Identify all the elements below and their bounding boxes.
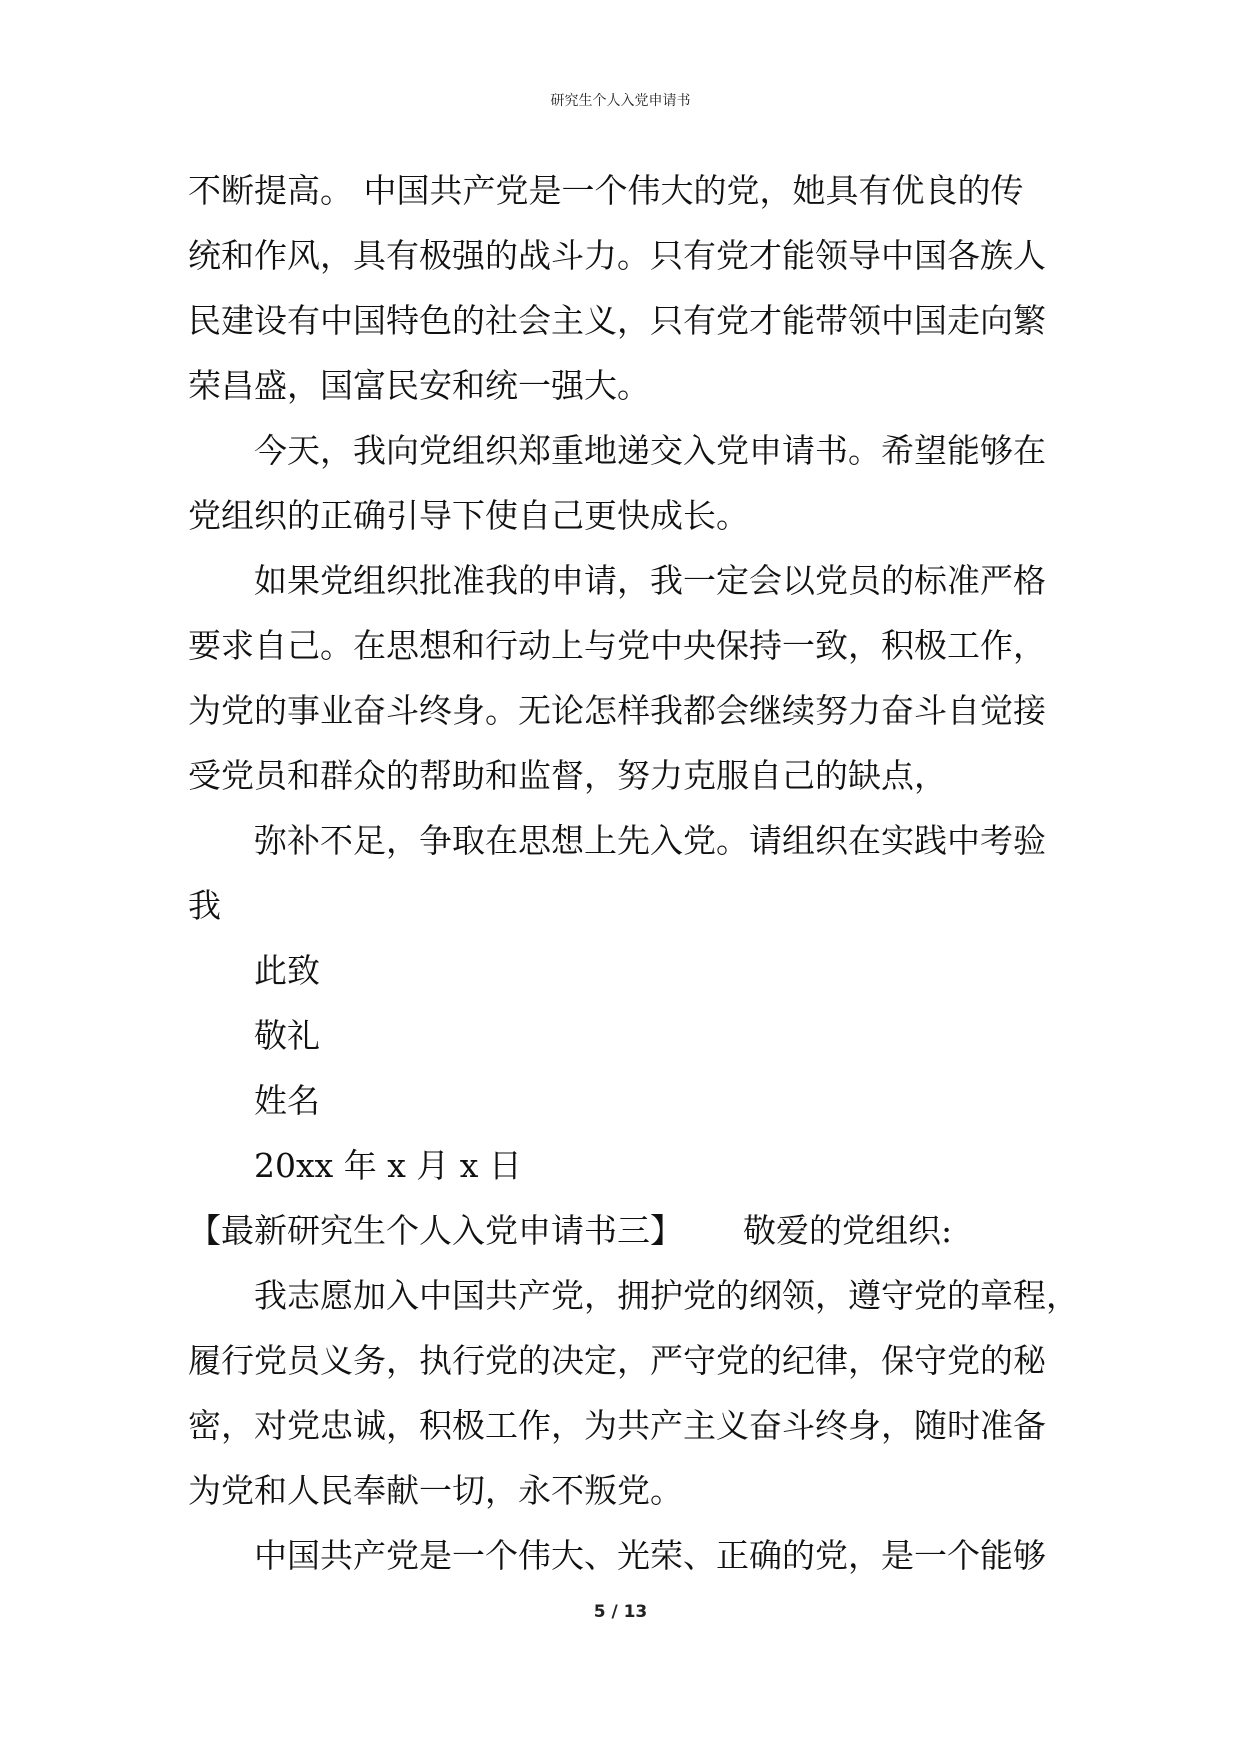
text-line: 统和作风，具有极强的战斗力。只有党才能领导中国各族人 bbox=[188, 236, 1046, 275]
document-body bbox=[188, 158, 1079, 1588]
section-title: 【最新研究生个人入党申请书三】 bbox=[188, 1211, 683, 1250]
text-line: 受党员和群众的帮助和监督，努力克服自己的缺点， bbox=[188, 756, 947, 795]
text-line: 为党的事业奋斗终身。无论怎样我都会继续努力奋斗自觉接 bbox=[188, 691, 1046, 730]
page-number: 5 / 13 bbox=[593, 1602, 648, 1622]
text-line: 我 bbox=[188, 886, 221, 925]
text-line: 要求自己。在思想和行动上与党中央保持一致，积极工作， bbox=[188, 626, 1046, 665]
text-line: 密，对党忠诚，积极工作，为共产主义奋斗终身，随时准备 bbox=[188, 1406, 1046, 1445]
closing-regards: 敬礼 bbox=[254, 1016, 320, 1055]
text-line: 我志愿加入中国共产党，拥护党的纲领，遵守党的章程， bbox=[254, 1276, 1079, 1315]
text-line: 不断提高。 中国共产党是一个伟大的党，她具有优良的传 bbox=[188, 171, 1024, 210]
text-line: 履行党员义务，执行党的决定，严守党的纪律，保守党的秘 bbox=[188, 1341, 1046, 1380]
text-line: 如果党组织批准我的申请，我一定会以党员的标准严格 bbox=[254, 561, 1046, 600]
running-header: 研究生个人入党申请书 bbox=[550, 93, 691, 109]
text-line: 今天，我向党组织郑重地递交入党申请书。希望能够在 bbox=[254, 431, 1046, 470]
text-line: 中国共产党是一个伟大、光荣、正确的党，是一个能够 bbox=[254, 1536, 1046, 1575]
section-heading bbox=[188, 1198, 1068, 1263]
text-line: 为党和人民奉献一切，永不叛党。 bbox=[188, 1471, 683, 1510]
text-line: 民建设有中国特色的社会主义，只有党才能带领中国走向繁 bbox=[188, 301, 1046, 340]
signature-name: 姓名 bbox=[254, 1081, 320, 1120]
text-line: 弥补不足，争取在思想上先入党。请组织在实践中考验 bbox=[254, 821, 1046, 860]
signature-date: 20xx 年 x 月 x 日 bbox=[254, 1146, 522, 1185]
closing-salutation: 此致 bbox=[254, 951, 320, 990]
text-line: 党组织的正确引导下使自己更快成长。 bbox=[188, 496, 749, 535]
section-greeting: 敬爱的党组织: bbox=[743, 1211, 953, 1250]
text-line: 荣昌盛，国富民安和统一强大。 bbox=[188, 366, 650, 405]
